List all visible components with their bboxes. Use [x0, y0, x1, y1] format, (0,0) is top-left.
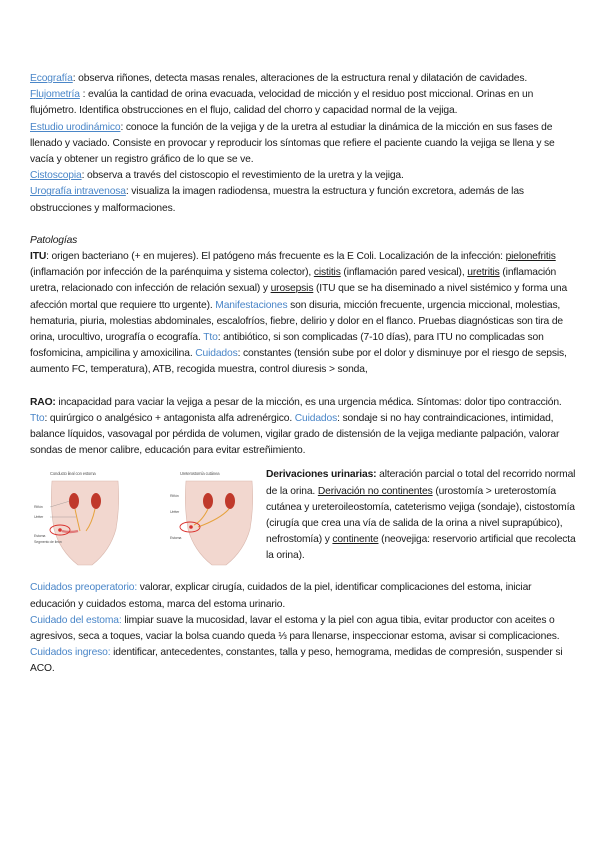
itu-text: : constantes (tensión sube por el dolor y disminuye por el riesgo de sepsis, aumento FC, temperatura), ATB, recogida muestra, control diuresis > sonda, — [30, 348, 567, 376]
cuidados-label: Cuidados — [294, 412, 338, 424]
spacer — [30, 569, 578, 580]
left-kidney-left — [69, 493, 79, 509]
sep: : — [81, 170, 85, 182]
deriv-text: (neovejiga: reservorio artificial que recolecta la orina). — [266, 534, 576, 562]
left-stoma-icon — [58, 529, 62, 533]
right-label-ureter: Uréter — [170, 510, 180, 515]
pathologies-heading: Patologías — [30, 234, 78, 246]
left-label-stoma: Estoma — [34, 534, 46, 539]
uretritis-term: uretritis — [467, 267, 500, 279]
derivaciones-section — [30, 467, 578, 569]
itu-text: (inflamación por infección de la parénquima y sistema colector), — [30, 267, 314, 279]
no-continentes-term: Derivación no continentes — [317, 485, 433, 497]
test-urografia — [30, 184, 578, 216]
care-text: valorar, explicar cirugía, cuidados de la piel, identificar complicaciones del estoma, iniciar educación y cuidados estoma, marca del estoma urinario. — [30, 582, 532, 610]
care-ingreso-label: Cuidados ingreso: — [30, 647, 111, 659]
itu-paragraph — [30, 249, 578, 379]
urosepsis-term: urosepsis — [270, 283, 314, 295]
test-text: evalúa la cantidad de orina evacuada, velocidad de micción y el residuo post miccional. Orinas en un flujómetro. Identifica obstrucciones en el flujo, calidad del chorro y capacidad normal de la vejiga. — [30, 89, 534, 117]
left-label-ureter: Uréter — [34, 515, 44, 520]
sep: : — [79, 89, 86, 101]
right-label-stoma: Estoma — [170, 536, 182, 541]
rao-text: : sondaje si no hay contraindicaciones, intimidad, balance líquidos, vasovagal por pérdida de volumen, vigilar grado de distensión de la vejiga mediante palpación, valorar sondas de menor calibre, educación para evitar estreñimiento. — [30, 412, 560, 457]
test-text: conoce la función de la vejiga y de la uretra al estudiar la dinámica de la micción en sus fases de llenado y vaciado. Consiste en provocar y reproducir los síntomas que refiere el paciente cuando la vejiga se llena y se vacía y obtener un registro gráfico de lo que se ve. — [30, 121, 555, 166]
right-kidney-right — [225, 493, 235, 509]
test-text: observa riñones, detecta masas renales, alteraciones de la estructura renal y dilatación de cavidades. — [75, 73, 528, 84]
manifestaciones-label: Manifestaciones — [215, 299, 288, 311]
rao-paragraph — [30, 395, 578, 460]
left-kidney-right — [91, 493, 101, 509]
right-figure-title: Ureterostomía cutánea — [180, 471, 220, 477]
test-urodinamico — [30, 120, 578, 169]
term-cistoscopia: Cistoscopia — [30, 170, 82, 182]
care-stoma-label: Cuidado del estoma: — [30, 614, 122, 626]
left-torso — [51, 481, 118, 565]
ureterostomy-figure — [170, 471, 253, 565]
right-stoma-icon — [189, 526, 193, 530]
deriv-text: (urostomía > ureterostomía cutánea y ureteroileostomía, cateterismo vejiga (sondaje), cistostomía (cirugía que crea una vía de salida de la orina a nivel suprapúbico), nefrostomía) y — [266, 485, 575, 546]
care-ingreso — [30, 645, 578, 677]
stoma-figures-svg — [30, 467, 266, 569]
rao-text: : quirúrgico o analgésico + antagonista alfa adrenérgico. — [44, 412, 295, 424]
derivaciones-paragraph — [266, 467, 578, 564]
document-content — [30, 71, 578, 678]
rao-text: incapacidad para vaciar la vejiga a pesar de la micción, es una urgencia médica. Síntomas: dolor tipo contracción. — [55, 396, 562, 408]
cuidados-label: Cuidados — [195, 348, 238, 360]
right-label-kidney: Riñón — [170, 494, 179, 499]
left-label-ileon: Segmento de íleon — [34, 540, 62, 545]
left-label-kidney: Riñón — [34, 505, 43, 510]
test-ecografia — [30, 71, 578, 87]
itu-text: (inflamación pared vesical), — [340, 267, 468, 279]
itu-text: : origen bacteriano (+ en mujeres). El patógeno más frecuente es la E Coli. Localización de la infección: — [46, 251, 506, 263]
term-urografia: Urografía intravenosa — [30, 186, 126, 198]
tto-label: Tto — [203, 332, 218, 344]
sep: : — [125, 186, 129, 198]
stoma-illustrations — [30, 467, 266, 569]
spacer — [30, 379, 578, 395]
sep: : — [72, 73, 76, 84]
care-preoperatorio — [30, 580, 578, 612]
sep: : — [120, 121, 124, 133]
test-flujometria — [30, 87, 578, 119]
test-cistoscopia — [30, 168, 578, 184]
test-text: visualiza la imagen radiodensa, muestra la estructura y función excretora, además de las obstrucciones y malformaciones. — [30, 186, 524, 214]
pielonefritis-term: pielonefritis — [505, 251, 556, 263]
derivaciones-label: Derivaciones urinarias: — [266, 469, 377, 481]
care-estoma — [30, 613, 578, 645]
care-text: limpiar suave la mucosidad, lavar el estoma y la piel con agua tibia, evitar productor con aceites o agresivos, seca a toques, vaciar la bolsa cuando queda ⅓ para llenarse, inspeccionar estoma, avisar si complicaciones. — [30, 614, 560, 643]
itu-label: ITU — [30, 251, 47, 263]
care-text: identificar, antecedentes, constantes, talla y peso, hemograma, medidas de compresión, suspender si ACO. — [30, 647, 563, 675]
test-text: observa a través del cistoscopio el revestimiento de la uretra y la vejiga. — [84, 170, 404, 182]
continente-term: continente — [332, 534, 379, 546]
itu-text: son disuria, micción frecuente, urgencia miccional, molestias, hematuria, piuria, molestias abdominales, escalofríos, fiebre, delirio y dolor en el flanco. Pruebas diagnósticas son tira de orina, urocultivo, urografía o ecografía. — [30, 299, 563, 344]
term-ecografia: Ecografía — [30, 73, 73, 84]
left-figure-title: Conducto ileal con estoma — [50, 471, 96, 477]
right-kidney-left — [203, 493, 213, 509]
itu-text: (inflamación uretra, relacionado con infección de relación sexual) y — [30, 267, 557, 295]
deriv-text: alteración parcial o total del recorrido normal de la orina. — [266, 469, 576, 497]
itu-text: (ITU que se ha diseminado a nivel sistémico y forma una afección mortal que requiere tto urgente). — [30, 283, 568, 311]
tto-label: Tto — [30, 412, 45, 424]
care-preop-label: Cuidados preoperatorio: — [30, 582, 138, 594]
term-flujometria: Flujometría — [30, 89, 80, 101]
rao-label: RAO: — [30, 396, 56, 408]
term-urodinamico: Estudio urodinámico — [30, 121, 121, 133]
cistitis-term: cistitis — [313, 267, 341, 279]
ileal-conduit-figure — [34, 471, 119, 565]
itu-text: : antibiótico, si son complicadas (7-10 días), para ITU no complicadas son fosfomicina, ampicilina y amoxicilina. — [30, 332, 544, 360]
